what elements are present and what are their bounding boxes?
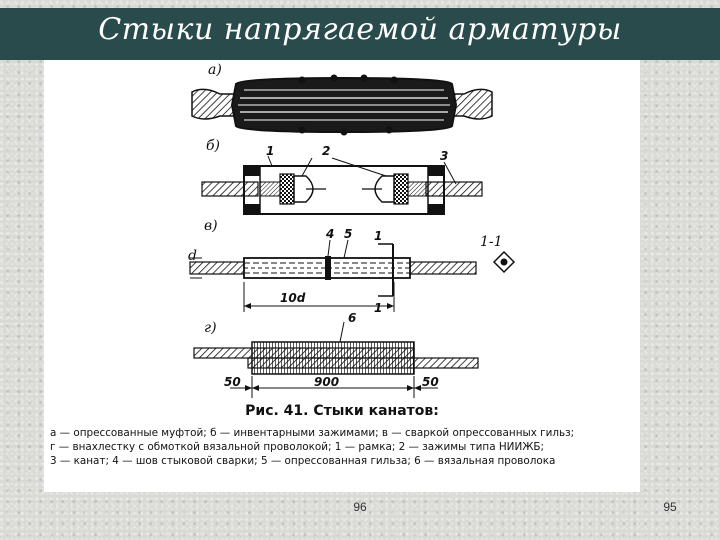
slide-title: Стыки напрягаемой арматуры: [98, 12, 622, 47]
callout-3-rope: 3: [440, 149, 449, 163]
part-a-label: а): [208, 62, 222, 78]
caption-line: 3 — канат; 4 — шов стыковой сварки; 5 — опрессованная гильза; 6 — вязальная проволока: [50, 455, 556, 467]
section-mark-top: 1: [374, 229, 383, 243]
caption-line: а — опрессованные муфтой; б — инвентарными зажимами; в — сваркой опрессованных гильз;: [50, 427, 575, 439]
section-1-1-view: [494, 252, 514, 272]
callout-5-sleeve: 5: [344, 227, 353, 241]
page-number-right: 95: [663, 500, 677, 514]
dimension-900: 900: [314, 375, 340, 389]
section-label: 1-1: [480, 234, 503, 250]
part-a-coupling: [192, 75, 492, 136]
part-g-label: г): [204, 320, 217, 336]
callout-2-clamps: 2: [322, 144, 331, 158]
part-b-label: б): [206, 138, 221, 154]
part-v-label: в): [204, 218, 218, 234]
dimension-50-right: 50: [422, 375, 439, 389]
callout-4-weld: 4: [326, 227, 335, 241]
callout-6-wire: 6: [348, 311, 357, 325]
page-number-left: 96: [353, 500, 367, 514]
caption-line: г — внахлестку с обмоткой вязальной проволокой; 1 — рамка; 2 — зажимы типа НИИЖБ;: [50, 441, 545, 453]
section-mark-bottom: 1: [374, 301, 383, 315]
diameter-label: d: [188, 248, 197, 264]
dimension-50-left: 50: [224, 375, 241, 389]
figure-caption-body: [50, 426, 636, 468]
figure-caption-title: Рис. 41. Стыки канатов:: [245, 403, 439, 419]
callout-1-frame: 1: [266, 144, 275, 158]
part-v-welded-sleeve: [190, 240, 514, 312]
dimension-10d: 10d: [280, 291, 306, 305]
part-b-clamp-joint: [202, 156, 482, 214]
